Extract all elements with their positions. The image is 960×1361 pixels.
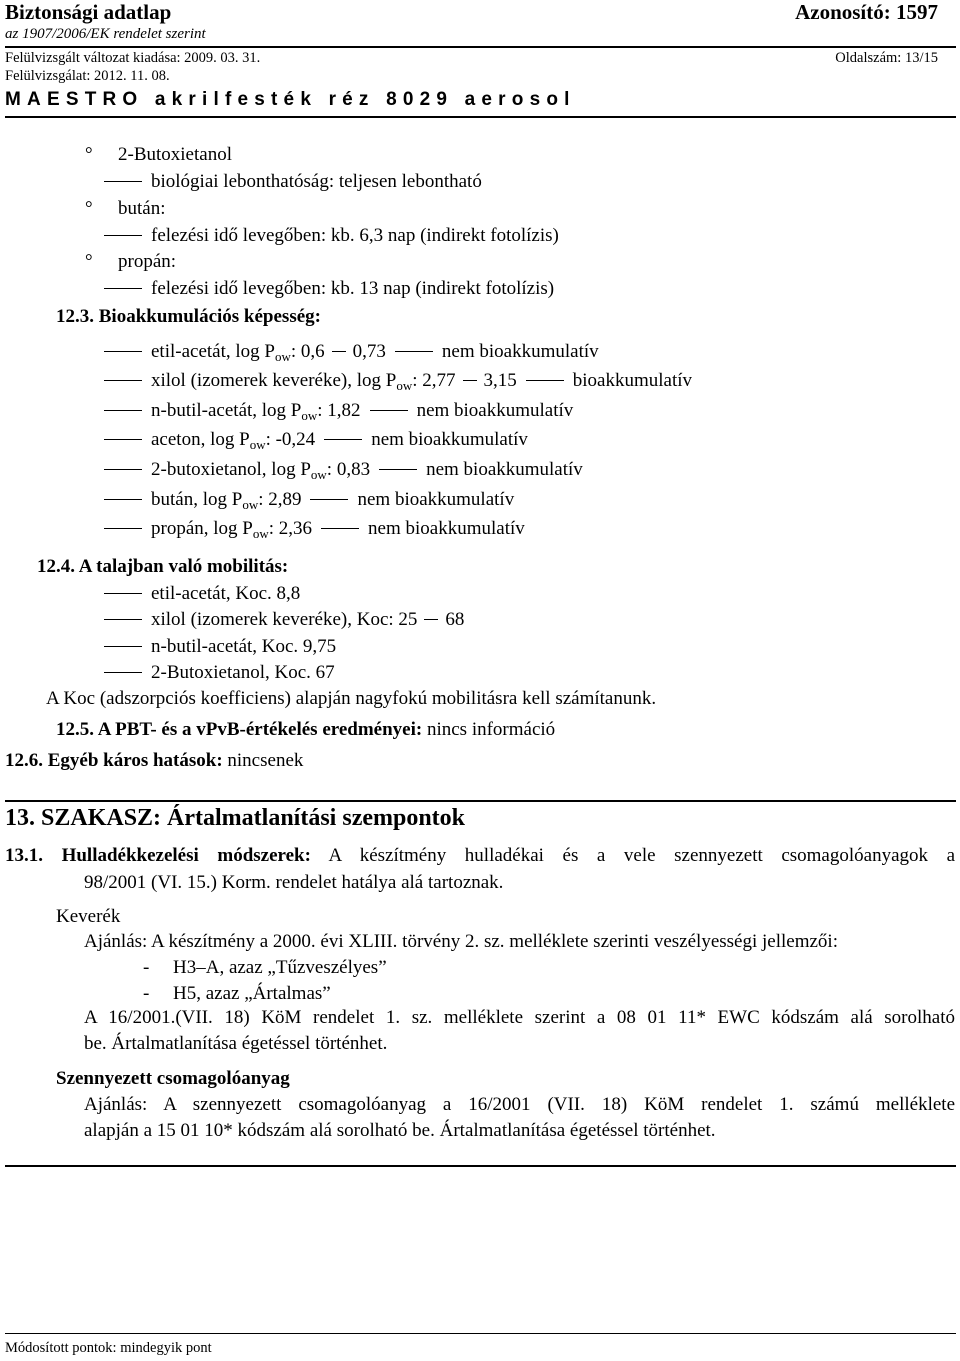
section-13-bottom-rule: [5, 1165, 956, 1167]
header-bottom-rule: [5, 116, 956, 118]
log-value: : 1,82: [317, 400, 361, 421]
header-rule: [5, 46, 956, 48]
page-number: Oldalszám: 13/15: [835, 50, 938, 66]
log-value: : 0,83: [326, 459, 371, 480]
dash-line: [104, 646, 142, 647]
detail-text: felezési idő levegőben: kb. 6,3 nap (indirekt fotolízis): [151, 225, 559, 246]
mobility-row: [95, 662, 335, 684]
hazard-marker: -: [143, 957, 150, 978]
decree-line1: A 16/2001.(VII. 18) KöM rendelet 1. sz. melléklete szerint a 08 01 11* EWC kódszám alá sorolható: [84, 1007, 955, 1028]
hazard-item: [143, 957, 387, 979]
detail-text: felezési idő levegőben: kb. 13 nap (indirekt fotolízis): [151, 278, 555, 299]
substance-name: propán:: [118, 251, 177, 272]
log-value: : 2,77: [412, 370, 456, 391]
dash-line: [321, 528, 359, 529]
range-dash: [332, 351, 346, 352]
packaging-label: Szennyezett csomagolóanyag: [56, 1068, 290, 1089]
dash-line: [104, 469, 142, 470]
substance-log-label: aceton, log P: [151, 429, 250, 450]
substance-name: 2-Butoxietanol: [118, 144, 232, 165]
packaging-line1: Ajánlás: A szennyezett csomagolóanyag a 16/2001 (VII. 18) KöM rendelet 1. számú melléklete: [84, 1094, 955, 1115]
section-12-6-heading: 12.6. Egyéb káros hatások:: [5, 750, 223, 771]
log-subscript: ow: [252, 526, 269, 541]
dash-line: [104, 593, 142, 594]
range-dash: [463, 380, 477, 381]
bioaccumulation-row: [95, 341, 599, 363]
mobility-text: n-butil-acetát, Koc. 9,75: [151, 636, 337, 657]
substance-log-label: xilol (izomerek keveréke), log P: [151, 370, 397, 391]
substance-log-label: etil-acetát, log P: [151, 341, 275, 362]
bioaccumulation-row: [95, 518, 525, 540]
dash-line: [379, 469, 417, 470]
product-name: MAESTRO akrilfesték réz 8029 aerosol: [5, 89, 576, 110]
log-value: : 2,36: [268, 518, 313, 539]
log-value: : 2,89: [258, 489, 302, 510]
range-end-value: 0,73: [352, 341, 386, 362]
dash-line: [370, 410, 408, 411]
section-13-1-line2: 98/2001 (VI. 15.) Korm. rendelet hatálya alá tartoznak.: [84, 872, 504, 893]
section-12-5-text: nincs információ: [426, 719, 556, 740]
dash-line: [104, 380, 142, 381]
bioaccumulation-result: nem bioakkumulatív: [368, 518, 525, 539]
hazard-marker: -: [143, 983, 150, 1004]
log-value: : -0,24: [265, 429, 316, 450]
bioaccumulation-row: [95, 370, 692, 392]
log-subscript: ow: [310, 467, 327, 482]
range-dash: [424, 619, 438, 620]
detail-text: biológiai lebonthatóság: teljesen lebontható: [151, 171, 482, 192]
dash-line: [526, 380, 564, 381]
substance-log-label: bután, log P: [151, 489, 243, 510]
mobility-row: [95, 636, 336, 658]
bioaccumulation-result: nem bioakkumulatív: [426, 459, 583, 480]
dash-line: [310, 499, 348, 500]
bioaccumulation-row: [95, 459, 583, 481]
section-12-5: [56, 719, 555, 741]
dash-line: [104, 235, 142, 236]
dash-line: [104, 288, 142, 289]
substance-name: bután:: [118, 198, 166, 219]
log-subscript: ow: [274, 349, 291, 364]
dash-line: [395, 351, 433, 352]
log-subscript: ow: [249, 437, 266, 452]
regulation-line: az 1907/2006/EK rendelet szerint: [5, 26, 206, 42]
dash-line: [104, 181, 142, 182]
section-13-1-text: A készítmény hulladékai és a vele szennyezett csomagolóanyagok a: [328, 845, 956, 866]
dash-line: [104, 410, 142, 411]
dash-line: [104, 439, 142, 440]
revised-date: Felülvizsgálat: 2012. 11. 08.: [5, 68, 170, 84]
hazard-text: H5, azaz „Ártalmas”: [173, 983, 331, 1004]
bioaccumulation-result: nem bioakkumulatív: [371, 429, 528, 450]
section-12-6-text: nincsenek: [227, 750, 304, 771]
range-end-value: 68: [445, 609, 465, 630]
substance-log-label: n-butil-acetát, log P: [151, 400, 302, 421]
bioaccumulation-row: [95, 400, 573, 422]
dash-line: [104, 619, 142, 620]
log-subscript: ow: [242, 497, 259, 512]
hazard-item: [143, 983, 331, 1005]
doc-id: Azonosító: 1597: [795, 0, 938, 24]
footer-modified: Módosított pontok: mindegyik pont: [5, 1340, 212, 1356]
substance-log-label: 2-butoxietanol, log P: [151, 459, 311, 480]
dash-line: [104, 499, 142, 500]
section-13-top-rule: [5, 800, 956, 802]
dash-line: [324, 439, 362, 440]
substance-log-label: propán, log P: [151, 518, 253, 539]
bullet-degree: °: [85, 144, 93, 165]
bullet-degree: °: [85, 251, 93, 272]
mixture-label: Keverék: [56, 906, 121, 927]
bioaccumulation-result: nem bioakkumulatív: [357, 489, 515, 510]
section-12-6: [5, 750, 303, 772]
doc-title: Biztonsági adatlap: [5, 0, 172, 24]
range-end-value: 3,15: [483, 370, 517, 391]
list-item-detail: [95, 225, 559, 247]
bullet-degree: °: [85, 198, 93, 219]
list-item: [85, 144, 232, 166]
list-item: [85, 251, 177, 273]
log-value: : 0,6: [290, 341, 325, 362]
mobility-text: etil-acetát, Koc. 8,8: [151, 583, 301, 604]
dash-line: [104, 672, 142, 673]
mobility-row: [95, 609, 464, 631]
packaging-line2: alapján a 15 01 10* kódszám alá sorolható be. Ártalmatlanítása égetéssel történhet.: [84, 1120, 716, 1141]
mobility-row: [95, 583, 300, 605]
decree-line2: be. Ártalmatlanítása égetéssel történhet.: [84, 1033, 388, 1054]
list-item: [85, 198, 166, 220]
mixture-recommendation: Ajánlás: A készítmény a 2000. évi XLIII. törvény 2. sz. melléklete szerinti veszélyességi jellemzői:: [84, 931, 838, 952]
koc-note: A Koc (adszorpciós koefficiens) alapján nagyfokú mobilitásra kell számítanunk.: [46, 688, 657, 709]
footer-rule: [5, 1333, 956, 1334]
bioaccumulation-row: [95, 489, 514, 511]
section-12-5-heading: 12.5. A PBT- és a vPvB-értékelés eredményei:: [56, 719, 423, 740]
section-13-1-heading: 13.1. Hulladékkezelési módszerek:: [5, 845, 311, 866]
mobility-text: xilol (izomerek keveréke), Koc: 25: [151, 609, 418, 630]
section-13-title: 13. SZAKASZ: Ártalmatlanítási szempontok: [5, 805, 466, 831]
dash-line: [104, 528, 142, 529]
section-12-4-heading: 12.4. A talajban való mobilitás:: [37, 556, 289, 577]
list-item-detail: [95, 171, 482, 193]
bioaccumulation-row: [95, 429, 528, 451]
mobility-text: 2-Butoxietanol, Koc. 67: [151, 662, 335, 683]
bioaccumulation-result: bioakkumulatív: [572, 370, 693, 391]
dash-line: [104, 351, 142, 352]
log-subscript: ow: [301, 408, 318, 423]
hazard-text: H3–A, azaz „Tűzveszélyes”: [173, 957, 387, 978]
log-subscript: ow: [396, 378, 413, 393]
bioaccumulation-result: nem bioakkumulatív: [416, 400, 574, 421]
section-13-1-line1: [5, 845, 955, 867]
bioaccumulation-result: nem bioakkumulatív: [441, 341, 599, 362]
list-item-detail: [95, 278, 554, 300]
section-12-3-heading: 12.3. Bioakkumulációs képesség:: [56, 306, 321, 327]
revision-issued: Felülvizsgált változat kiadása: 2009. 03. 31.: [5, 50, 261, 66]
